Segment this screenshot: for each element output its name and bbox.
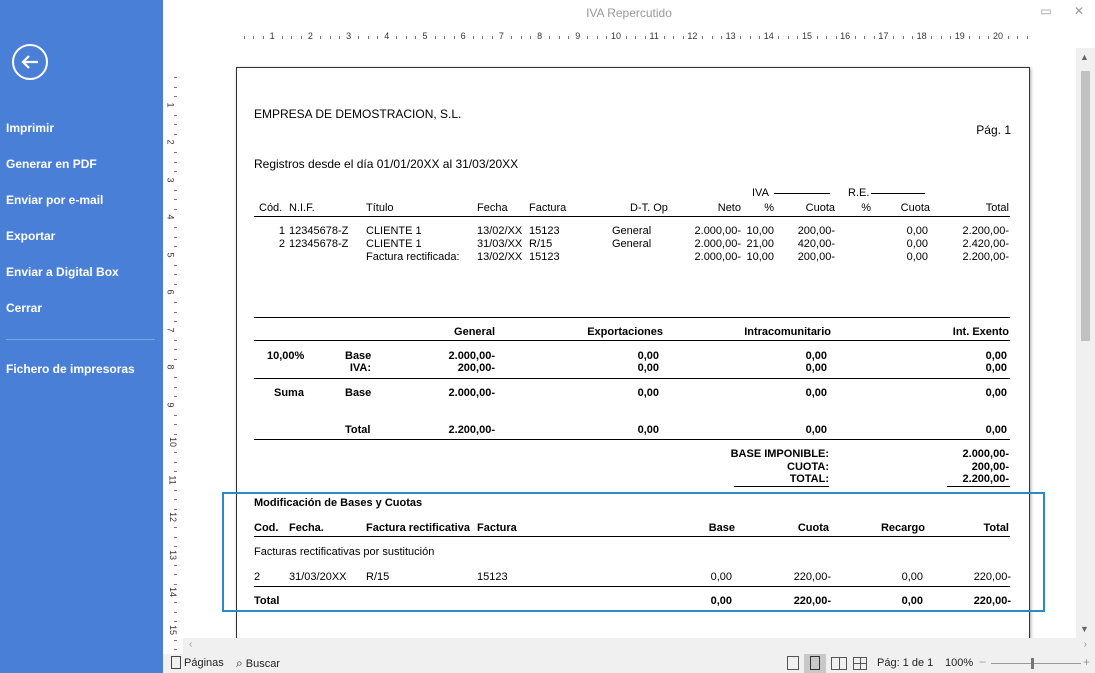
cell-neto: 2.000,00- [694, 225, 741, 237]
cell-re-cuota: 0,00 [906, 238, 928, 250]
ruler-tick [174, 490, 177, 491]
ruler-tick [174, 527, 177, 528]
summary-total-export: 0,00 [637, 424, 659, 436]
col-re-pct: % [861, 202, 871, 214]
menu-fichero-impresoras[interactable]: Fichero de impresoras [6, 362, 135, 376]
ruler-tick [817, 36, 818, 39]
ruler-tick [473, 36, 474, 39]
ruler-tick [941, 36, 942, 39]
modif-cell-total: 220,00- [973, 571, 1011, 583]
cell-iva-cuota: 200,00- [797, 251, 835, 263]
ruler-tick [415, 36, 416, 39]
ruler-tick [174, 424, 177, 425]
section-selection-box [222, 492, 1045, 612]
ruler-number: 16 [840, 31, 851, 41]
ruler-tick [174, 649, 177, 650]
window-title: IVA Repercutido [586, 6, 672, 20]
summary-base-label: Base [345, 350, 372, 362]
ruler-tick [358, 36, 359, 39]
ruler-number: 7 [498, 31, 504, 41]
ruler-tick [626, 36, 627, 39]
status-bar [163, 654, 1095, 673]
ruler-tick [174, 565, 177, 566]
summary-iva-exento: 0,00 [985, 362, 1007, 374]
summary-suma-base-label: Base [345, 387, 372, 399]
ruler-tick [174, 312, 177, 313]
ruler-tick [174, 546, 177, 547]
ruler-tick [320, 36, 321, 39]
ruler-tick [282, 36, 283, 39]
cell-factura: 15123 [529, 251, 560, 263]
ruler-number: 13 [168, 549, 179, 560]
total-label-rule [734, 486, 829, 487]
ruler-tick [330, 36, 331, 39]
cell-neto: 2.000,00- [694, 238, 741, 250]
ruler-number: 8 [165, 364, 176, 370]
ruler-tick [559, 36, 560, 39]
modif-cell-cuota: 220,00- [793, 571, 831, 583]
summary-total-intra: 0,00 [805, 424, 827, 436]
ruler-tick [797, 36, 798, 39]
ruler-tick [511, 36, 512, 39]
ruler-tick [492, 36, 493, 39]
ruler-number: 8 [537, 31, 543, 41]
summary-suma-intra: 0,00 [805, 387, 827, 399]
pages-icon [171, 656, 181, 669]
modif-title: Modificación de Bases y Cuotas [254, 497, 423, 509]
ruler-tick [174, 152, 177, 153]
modif-total-cuota: 220,00- [793, 595, 831, 607]
pages-button[interactable] [171, 656, 224, 669]
ruler-number: 4 [165, 214, 176, 220]
col-nif: N.I.F. [289, 202, 315, 214]
ruler-tick [368, 36, 369, 39]
modif-cell-base: 0,00 [710, 571, 732, 583]
total-total-value: 2.200,00- [962, 473, 1009, 485]
ruler-tick [244, 36, 245, 39]
page-info: Pág: 1 de 1 [877, 657, 934, 669]
ruler-number: 15 [168, 624, 179, 635]
ruler-tick [174, 284, 177, 285]
cell-nif: 12345678-Z [289, 225, 349, 237]
cell-factura: 15123 [529, 225, 560, 237]
ruler-tick [174, 574, 177, 575]
ruler-tick [174, 584, 177, 585]
menu-generar-pdf[interactable]: Generar en PDF [6, 157, 97, 171]
ruler-tick [931, 36, 932, 39]
ruler-tick [702, 36, 703, 39]
modif-col-cuota: Cuota [797, 522, 829, 534]
ruler-number: 20 [992, 31, 1004, 41]
ruler-number: 17 [878, 31, 889, 41]
summary-header-int-exento: Int. Exento [952, 326, 1009, 338]
scroll-right-icon[interactable]: › [1083, 639, 1087, 650]
ruler-tick [482, 36, 483, 39]
restore-icon[interactable]: ▭ [1040, 4, 1052, 18]
ruler-tick [979, 36, 980, 39]
ruler-tick [893, 36, 894, 39]
ruler-tick [174, 321, 177, 322]
cell-re-cuota: 0,00 [906, 251, 928, 263]
summary-suma-general: 2.000,00- [448, 387, 495, 399]
zoom-in-icon[interactable]: + [1083, 655, 1091, 669]
summary-iva-export: 0,00 [637, 362, 659, 374]
menu-imprimir[interactable]: Imprimir [6, 121, 55, 135]
ruler-number: 9 [575, 31, 581, 41]
modif-col-fecha: Fecha. [289, 522, 324, 534]
ruler-tick [174, 537, 177, 538]
zoom-out-icon[interactable]: − [979, 655, 987, 669]
summary-base-general: 2.000,00- [448, 350, 495, 362]
ruler-tick [1008, 36, 1009, 39]
summary-rate: 10,00% [267, 350, 305, 362]
summary-total-general: 2.200,00- [448, 424, 495, 436]
binoculars-icon: ⌕ [236, 656, 243, 670]
ruler-number: 12 [168, 511, 179, 523]
summary-total-exento: 0,00 [985, 424, 1007, 436]
ruler-tick [174, 124, 177, 125]
zoom-level: 100% [945, 657, 974, 669]
scroll-down-icon[interactable]: ▼ [1080, 624, 1089, 634]
ruler-tick [174, 265, 177, 266]
menu-divider [6, 339, 155, 340]
ruler-tick [444, 36, 445, 39]
ruler-tick [645, 36, 646, 39]
summary-iva-intra: 0,00 [805, 362, 827, 374]
ruler-tick [339, 36, 340, 39]
col-titulo: Título [366, 202, 394, 214]
ruler-number: 3 [165, 176, 176, 183]
ruler-tick [174, 377, 177, 378]
ruler-tick [174, 499, 177, 500]
ruler-tick [174, 77, 177, 78]
page-width-view-icon[interactable] [804, 654, 826, 673]
modif-cell-fecha: 31/03/20XX [289, 571, 347, 583]
ruler-number: 14 [763, 31, 774, 41]
cell-total: 2.200,00- [962, 251, 1009, 263]
vertical-ruler [166, 62, 182, 640]
ruler-tick [174, 621, 177, 622]
summary-suma-exento: 0,00 [985, 387, 1007, 399]
cell-iva-cuota: 420,00- [797, 238, 835, 250]
ruler-tick [174, 209, 177, 210]
ruler-tick [174, 415, 177, 416]
summary-iva-label: IVA: [349, 362, 371, 374]
ruler-tick [606, 36, 607, 39]
summary-header-rule [254, 340, 1010, 341]
total-total-label: TOTAL: [789, 473, 829, 485]
ruler-number: 13 [725, 31, 736, 41]
cell-fecha: 13/02/XX [477, 225, 523, 237]
back-arrow-icon[interactable] [12, 44, 48, 80]
modif-col-factura: Factura [477, 522, 517, 534]
ruler-tick [174, 171, 177, 172]
menu-enviar-email[interactable]: Enviar por e-mail [6, 193, 104, 207]
summary-mid-rule [254, 378, 1010, 379]
cell-cod: 1 [278, 225, 285, 237]
summary-iva-general: 200,00- [457, 362, 495, 374]
ruler-number: 1 [165, 101, 176, 108]
modif-cell-recargo: 0,00 [901, 571, 923, 583]
total-value-rule [947, 486, 1010, 487]
ruler-tick [521, 36, 522, 39]
search-button[interactable] [236, 656, 280, 671]
ruler-number: 4 [384, 31, 390, 41]
cell-re-cuota: 0,00 [906, 225, 928, 237]
zoom-slider[interactable] [991, 663, 1081, 664]
search-label: Buscar [245, 657, 280, 670]
ruler-number: 5 [422, 31, 428, 41]
ruler-tick [291, 36, 292, 39]
menu-enviar-digital-box[interactable]: Enviar a Digital Box [6, 265, 119, 279]
ruler-tick [750, 36, 751, 39]
ruler-tick [721, 36, 722, 39]
col-re-cuota: Cuota [900, 202, 930, 214]
col-fecha: Fecha [477, 202, 508, 214]
summary-header-exportaciones: Exportaciones [587, 326, 663, 338]
ruler-tick [969, 36, 970, 39]
ruler-number: 9 [165, 401, 176, 408]
company-name: EMPRESA DE DEMOSTRACION, S.L. [254, 107, 462, 121]
vertical-scroll-thumb[interactable] [1081, 71, 1090, 341]
ruler-tick [263, 36, 264, 39]
ruler-tick [864, 36, 865, 39]
cell-factura: R/15 [529, 238, 553, 250]
cell-cod: 2 [278, 238, 285, 250]
modif-total-total: 220,00- [973, 595, 1011, 607]
modif-cell-cod: 2 [254, 571, 261, 583]
ruler-tick [174, 462, 177, 463]
cell-dtop: General [612, 225, 652, 237]
ruler-tick [530, 36, 531, 39]
header-rule [254, 216, 1010, 217]
summary-base-exento: 0,00 [985, 350, 1007, 362]
ruler-tick [174, 87, 177, 88]
cell-nif: 12345678-Z [289, 238, 349, 250]
ruler-tick [549, 36, 550, 39]
cell-fecha: 13/02/XX [477, 251, 523, 263]
ruler-tick [377, 36, 378, 39]
iva-group-label: IVA [752, 187, 769, 199]
sidebar-menu [0, 115, 163, 392]
cell-iva-pct: 21,00 [746, 238, 774, 250]
ruler-tick [712, 36, 713, 39]
total-cuota-value: 200,00- [971, 461, 1009, 473]
cell-fecha: 31/03/XX [477, 238, 523, 250]
ruler-tick [406, 36, 407, 39]
ruler-number: 15 [801, 31, 813, 41]
ruler-tick [174, 387, 177, 388]
menu-cerrar[interactable]: Cerrar [6, 301, 43, 315]
ruler-number: 3 [346, 31, 352, 41]
ruler-tick [1017, 36, 1018, 39]
ruler-number: 10 [610, 31, 622, 41]
summary-base-export: 0,00 [637, 350, 659, 362]
ruler-number: 1 [269, 31, 275, 41]
horizontal-scrollbar[interactable] [183, 638, 1095, 654]
ruler-tick [836, 36, 837, 39]
ruler-tick [912, 36, 913, 39]
ruler-number: 10 [168, 436, 179, 448]
cell-dtop: General [612, 238, 652, 250]
ruler-tick [740, 36, 741, 39]
total-cuota-label: CUOTA: [787, 461, 829, 473]
summary-bottom-rule [254, 439, 1010, 440]
ruler-number: 6 [460, 31, 466, 41]
summary-base-intra: 0,00 [805, 350, 827, 362]
cell-titulo: CLIENTE 1 [366, 238, 422, 250]
ruler-tick [174, 471, 177, 472]
re-group-label: R.E. [848, 187, 870, 199]
ruler-tick [759, 36, 760, 39]
ruler-tick [597, 36, 598, 39]
page-number: Pág. 1 [976, 123, 1011, 137]
modif-col-cod: Cod. [254, 522, 279, 534]
summary-top-rule [254, 317, 1010, 318]
summary-header-general: General [454, 326, 495, 338]
modif-total-base: 0,00 [710, 595, 732, 607]
ruler-tick [174, 190, 177, 191]
ruler-tick [1027, 36, 1028, 39]
col-total: Total [985, 202, 1009, 214]
col-dtop: D-T. Op [630, 202, 668, 214]
modif-col-factura-rect: Factura rectificativa [366, 522, 470, 534]
ruler-number: 5 [165, 251, 176, 258]
ruler-tick [174, 396, 177, 397]
ruler-tick [174, 340, 177, 341]
cell-iva-pct: 10,00 [746, 225, 774, 237]
menu-exportar[interactable]: Exportar [6, 229, 56, 243]
ruler-tick [174, 96, 177, 97]
ruler-number: 11 [649, 31, 659, 41]
ruler-tick [568, 36, 569, 39]
ruler-number: 14 [168, 586, 179, 598]
re-group-line [871, 193, 925, 194]
total-base-value: 2.000,00- [962, 448, 1009, 460]
ruler-tick [174, 640, 177, 641]
ruler-number: 11 [167, 474, 178, 485]
ruler-tick [454, 36, 455, 39]
ruler-tick [174, 452, 177, 453]
ruler-tick [778, 36, 779, 39]
col-cod: Cód. [259, 202, 283, 214]
cell-iva-cuota: 200,00- [797, 225, 835, 237]
ruler-number: 19 [954, 31, 965, 41]
pages-label: Páginas [184, 656, 224, 669]
ruler-tick [174, 434, 177, 435]
two-page-view-icon[interactable] [831, 657, 847, 670]
ruler-tick [874, 36, 875, 39]
ruler-tick [635, 36, 636, 39]
ruler-tick [587, 36, 588, 39]
total-base-label: BASE IMPONIBLE: [730, 448, 829, 460]
ruler-tick [174, 302, 177, 303]
multi-page-view-icon[interactable] [853, 657, 867, 670]
col-factura: Factura [529, 202, 567, 214]
cell-total: 2.420,00- [962, 238, 1009, 250]
ruler-number: 2 [307, 31, 313, 41]
modif-total-label: Total [254, 595, 280, 607]
modif-col-total: Total [983, 522, 1009, 534]
ruler-tick [826, 36, 827, 39]
ruler-tick [174, 162, 177, 163]
summary-total-label: Total [345, 424, 371, 436]
ruler-number: 2 [165, 139, 176, 145]
ruler-tick [174, 509, 177, 510]
col-iva-cuota: Cuota [805, 202, 835, 214]
ruler-tick [174, 115, 177, 116]
modif-total-recargo: 0,00 [901, 595, 923, 607]
single-page-view-icon[interactable] [787, 656, 799, 670]
cell-titulo: CLIENTE 1 [366, 225, 422, 237]
ruler-tick [988, 36, 989, 39]
modif-col-base: Base [708, 522, 735, 534]
horizontal-ruler [232, 30, 1032, 44]
ruler-tick [435, 36, 436, 39]
modif-subtitle: Facturas rectificativas por sustitución [254, 546, 435, 558]
col-neto: Neto [717, 202, 741, 214]
modif-col-recargo: Recargo [880, 522, 925, 534]
ruler-number: 18 [916, 31, 927, 41]
ruler-number: 12 [687, 31, 698, 41]
ruler-tick [950, 36, 951, 39]
ruler-tick [855, 36, 856, 39]
backstage-sidebar [0, 0, 163, 673]
cell-total: 2.200,00- [962, 225, 1009, 237]
col-iva-pct: % [764, 202, 774, 214]
ruler-tick [174, 602, 177, 603]
zoom-slider-thumb[interactable] [1031, 658, 1034, 669]
ruler-tick [174, 199, 177, 200]
ruler-tick [174, 246, 177, 247]
summary-header-intracomunitario: Intracomunitario [744, 326, 831, 338]
summary-suma-export: 0,00 [637, 387, 659, 399]
ruler-tick [788, 36, 789, 39]
ruler-tick [396, 36, 397, 39]
ruler-tick [174, 274, 177, 275]
iva-group-line [774, 193, 830, 194]
ruler-tick [174, 227, 177, 228]
ruler-tick [301, 36, 302, 39]
ruler-tick [673, 36, 674, 39]
ruler-tick [253, 36, 254, 39]
ruler-tick [903, 36, 904, 39]
modif-cell-factura-rect: R/15 [366, 571, 390, 583]
ruler-tick [174, 612, 177, 613]
vertical-scrollbar[interactable] [1076, 48, 1095, 638]
modif-cell-factura: 15123 [477, 571, 508, 583]
ruler-tick [683, 36, 684, 39]
close-icon[interactable]: ✕ [1073, 4, 1085, 18]
ruler-tick [174, 237, 177, 238]
scroll-left-icon[interactable]: ‹ [189, 639, 193, 650]
ruler-tick [174, 349, 177, 350]
cell-neto: 2.000,00- [694, 251, 741, 263]
scroll-up-icon[interactable]: ▲ [1080, 52, 1089, 62]
date-range: Registros desde el día 01/01/20XX al 31/03/20XX [254, 157, 519, 171]
ruler-tick [174, 359, 177, 360]
cell-iva-pct: 10,00 [746, 251, 774, 263]
ruler-number: 7 [165, 326, 176, 333]
summary-suma-label: Suma [274, 387, 304, 399]
ruler-number: 6 [165, 289, 176, 295]
cell-titulo: Factura rectificada: [366, 251, 460, 263]
ruler-tick [174, 134, 177, 135]
ruler-tick [664, 36, 665, 39]
